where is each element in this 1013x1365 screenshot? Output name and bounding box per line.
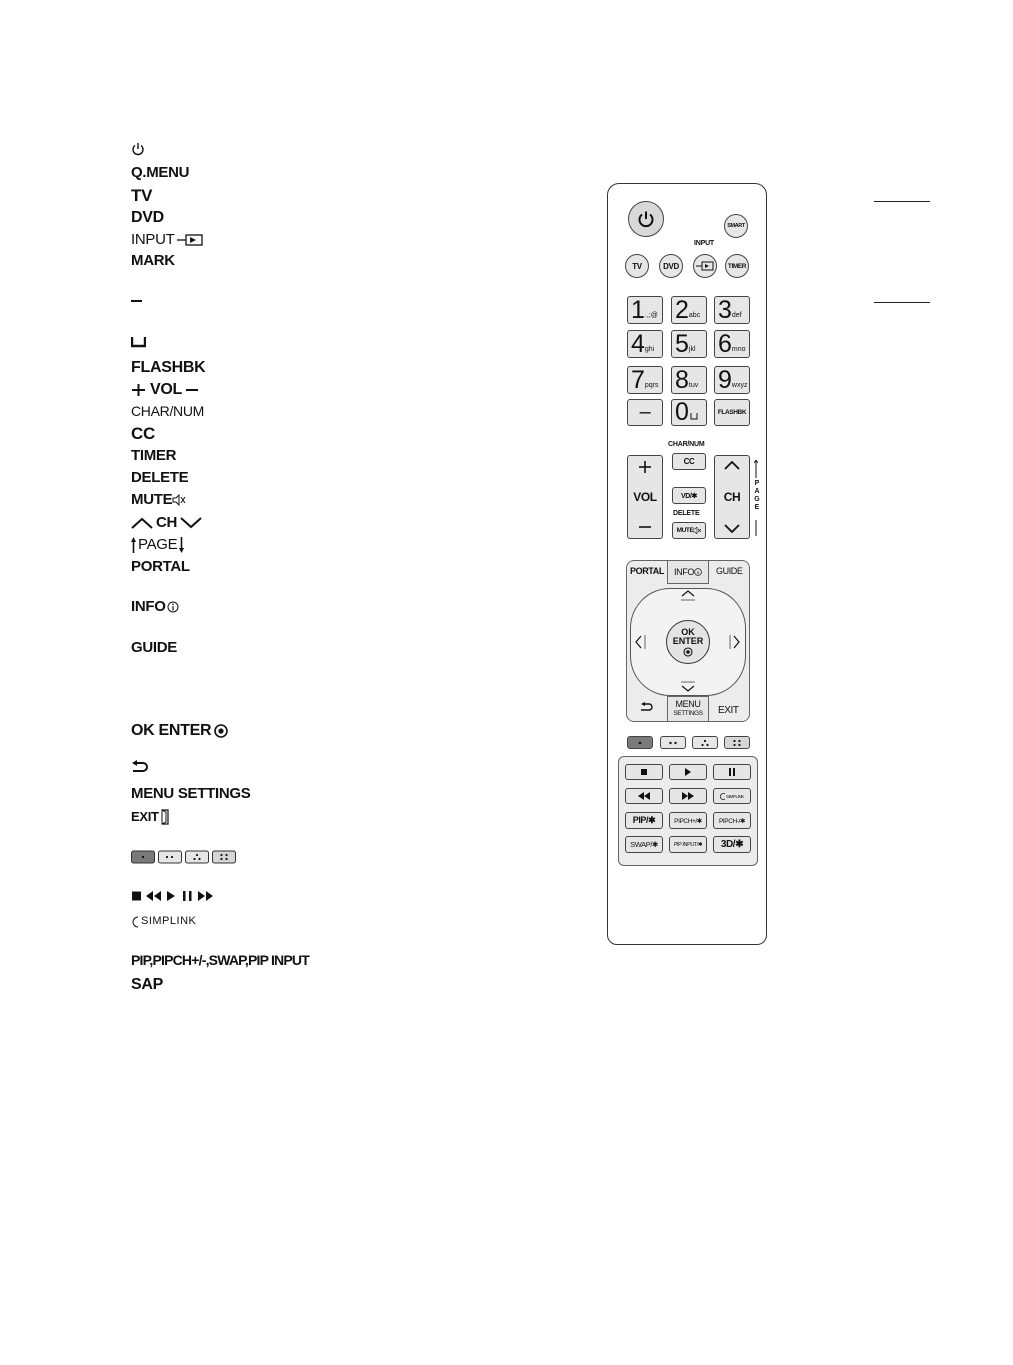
key-digit: 1 xyxy=(631,295,644,324)
settings-label: SETTINGS xyxy=(673,710,703,717)
timer-button[interactable]: TIMER xyxy=(725,254,749,278)
legend-sap: SAP xyxy=(131,976,163,993)
power-button[interactable] xyxy=(628,201,664,237)
key-digit: 8 xyxy=(675,365,688,394)
mute-icon xyxy=(693,527,701,534)
key-digit: 6 xyxy=(718,329,731,358)
legend-ok-enter xyxy=(131,722,228,739)
space-icon xyxy=(690,413,698,420)
space-icon xyxy=(131,336,146,348)
four-dots-icon xyxy=(732,739,742,747)
guide-button[interactable]: GUIDE xyxy=(716,566,743,576)
stop-icon xyxy=(640,768,648,776)
play-icon xyxy=(684,768,692,776)
plus-icon xyxy=(131,383,147,397)
key-digit: 5 xyxy=(675,329,688,358)
arrow-left-icon[interactable] xyxy=(635,634,647,650)
arrow-down-icon[interactable] xyxy=(680,680,696,692)
legend-qmenu: Q.MENU xyxy=(131,164,190,181)
number-key-8[interactable] xyxy=(671,366,707,394)
ok-enter-button[interactable] xyxy=(666,620,710,664)
legend-flashbk: FLASHBK xyxy=(131,359,206,376)
mute-button[interactable] xyxy=(672,522,706,539)
back-icon[interactable] xyxy=(640,702,654,713)
minus-icon xyxy=(185,383,199,397)
legend-page xyxy=(131,536,184,553)
red-key[interactable] xyxy=(627,736,653,749)
charnum-label: CHAR/NUM xyxy=(668,441,705,448)
green-key[interactable] xyxy=(660,736,686,749)
dvd-button[interactable]: DVD xyxy=(659,254,683,278)
key-digit: 2 xyxy=(675,295,688,324)
mute-label: MUTE xyxy=(676,527,694,534)
two-dots-icon xyxy=(668,740,678,746)
key-letters: def xyxy=(731,312,742,319)
legend-page-label: PAGE xyxy=(138,536,178,553)
power-icon xyxy=(637,210,655,228)
key-digit: 3 xyxy=(718,295,731,324)
simplink-icon xyxy=(131,916,141,928)
menu-settings-button[interactable] xyxy=(667,696,709,722)
input-icon xyxy=(696,261,714,271)
number-key-7[interactable] xyxy=(627,366,663,394)
legend-info xyxy=(131,598,179,615)
power-icon xyxy=(131,142,145,156)
dash-icon xyxy=(131,296,143,306)
number-key-2[interactable] xyxy=(671,296,707,324)
legend-exit xyxy=(131,808,170,825)
button-legend xyxy=(131,0,391,1000)
dash-button[interactable]: – xyxy=(627,399,663,426)
key-digit: 7 xyxy=(631,365,644,394)
rewind-button[interactable] xyxy=(625,788,663,804)
flashbk-button[interactable]: FLASHBK xyxy=(714,399,750,426)
vol-label: VOL xyxy=(633,490,657,504)
info-icon xyxy=(167,601,179,613)
pipch-minus-button[interactable]: PIPCH-/✱ xyxy=(713,812,751,829)
smart-button[interactable]: SMART xyxy=(724,214,748,238)
legend-mark: MARK xyxy=(131,252,175,269)
remote-control xyxy=(607,183,767,945)
channel-rocker[interactable] xyxy=(714,455,750,539)
page-up-icon xyxy=(131,537,136,553)
number-key-5[interactable] xyxy=(671,330,707,358)
divider-line xyxy=(874,201,930,202)
menu-label: MENU xyxy=(675,699,701,709)
mute-icon xyxy=(172,494,186,506)
chevron-up-icon xyxy=(724,461,740,470)
legend-portal: PORTAL xyxy=(131,558,190,575)
legend-vol xyxy=(131,381,199,398)
exit-icon xyxy=(160,809,170,825)
legend-mute xyxy=(131,491,186,508)
legend-vol-label: VOL xyxy=(150,381,182,398)
swap-button[interactable]: SWAP/✱ xyxy=(625,836,663,853)
cc-button[interactable]: CC xyxy=(672,453,706,470)
legend-timer: TIMER xyxy=(131,447,177,464)
back-icon xyxy=(131,760,149,774)
fast-forward-button[interactable] xyxy=(669,788,707,804)
info-icon xyxy=(694,568,702,576)
chevron-down-icon xyxy=(724,524,740,533)
page-down-icon xyxy=(179,537,184,553)
legend-mute-label: MUTE xyxy=(131,491,173,508)
zero-button[interactable] xyxy=(671,399,707,426)
rewind-icon xyxy=(638,792,650,800)
legend-charnum: CHAR/NUM xyxy=(131,403,205,419)
portal-button[interactable]: PORTAL xyxy=(630,566,664,576)
legend-input-label: INPUT xyxy=(131,231,175,248)
legend-ch-label: CH xyxy=(156,514,178,531)
number-key-1[interactable] xyxy=(627,296,663,324)
legend-pip: PIP,PIPCH+/-,SWAP,PIP INPUT xyxy=(131,952,309,968)
input-label: INPUT xyxy=(694,240,715,247)
key-letters: ghi xyxy=(644,346,655,353)
info-label: INFO xyxy=(674,567,694,577)
legend-guide: GUIDE xyxy=(131,639,178,656)
color-keys-icon xyxy=(131,850,237,864)
key-letters: tuv xyxy=(688,382,699,389)
enter-icon xyxy=(214,724,228,738)
legend-ch xyxy=(131,514,202,531)
one-dot-icon xyxy=(637,740,643,746)
legend-info-label: INFO xyxy=(131,598,166,615)
3d-button[interactable]: 3D/✱ xyxy=(713,836,751,853)
pause-icon xyxy=(728,768,736,776)
legend-cc: CC xyxy=(131,424,155,443)
input-button[interactable] xyxy=(693,254,717,278)
key-letters: mno xyxy=(731,346,746,353)
three-dots-icon xyxy=(700,739,710,747)
pipch-plus-button[interactable]: PIPCH+/✱ xyxy=(669,812,707,829)
key-letters: abc xyxy=(688,312,701,319)
playback-icons xyxy=(131,890,227,902)
legend-simplink-label: SIMPLINK xyxy=(141,915,197,927)
legend-dvd: DVD xyxy=(131,209,164,226)
delete-label: DELETE xyxy=(673,510,700,517)
key-letters: pqrs xyxy=(644,382,659,389)
key-digit: 9 xyxy=(718,365,731,394)
key-letters: .,;@ xyxy=(644,312,658,319)
arrow-up-icon[interactable] xyxy=(680,590,696,602)
minus-icon xyxy=(638,520,652,534)
blue-key[interactable] xyxy=(724,736,750,749)
legend-delete: DELETE xyxy=(131,469,189,486)
legend-menu-settings: MENU SETTINGS xyxy=(131,785,251,802)
enter-icon xyxy=(683,647,693,657)
arrow-right-icon[interactable] xyxy=(728,634,740,650)
page-label: PAGE xyxy=(754,480,760,511)
plus-icon xyxy=(638,460,652,474)
fast-forward-icon xyxy=(682,792,694,800)
number-key-4[interactable] xyxy=(627,330,663,358)
volume-rocker[interactable] xyxy=(627,455,663,539)
stop-button[interactable] xyxy=(625,764,663,780)
key-letters: jkl xyxy=(688,346,696,353)
enter-label: ENTER xyxy=(672,635,704,646)
key-letters: wxyz xyxy=(731,382,748,389)
exit-button[interactable]: EXIT xyxy=(718,705,739,716)
zero-digit: 0 xyxy=(675,398,688,426)
chevron-down-icon xyxy=(180,517,202,529)
legend-simplink xyxy=(131,913,196,930)
number-key-6[interactable] xyxy=(714,330,750,358)
key-digit: 4 xyxy=(631,329,644,358)
pause-button[interactable] xyxy=(713,764,751,780)
page-indicator xyxy=(754,460,762,536)
play-button[interactable] xyxy=(669,764,707,780)
number-key-3[interactable] xyxy=(714,296,750,324)
legend-ok-enter-label: OK ENTER xyxy=(131,722,212,739)
tv-button[interactable]: TV xyxy=(625,254,649,278)
simplink-label: SIMPLINK xyxy=(726,793,744,799)
yellow-key[interactable] xyxy=(692,736,718,749)
ch-label: CH xyxy=(723,490,741,504)
legend-tv: TV xyxy=(131,186,153,205)
divider-line xyxy=(874,302,930,303)
vd-button[interactable]: VD/✱ xyxy=(672,487,706,504)
legend-input xyxy=(131,231,205,248)
info-button[interactable] xyxy=(667,560,709,584)
number-key-9[interactable] xyxy=(714,366,750,394)
pip-button[interactable]: PIP/✱ xyxy=(625,812,663,829)
simplink-button[interactable] xyxy=(713,788,751,804)
input-icon xyxy=(177,233,205,247)
legend-exit-label: EXIT xyxy=(131,809,159,824)
chevron-up-icon xyxy=(131,517,153,529)
pip-input-button[interactable]: PIP INPUT/✱ xyxy=(669,836,707,853)
ok-label: OK xyxy=(681,626,695,637)
